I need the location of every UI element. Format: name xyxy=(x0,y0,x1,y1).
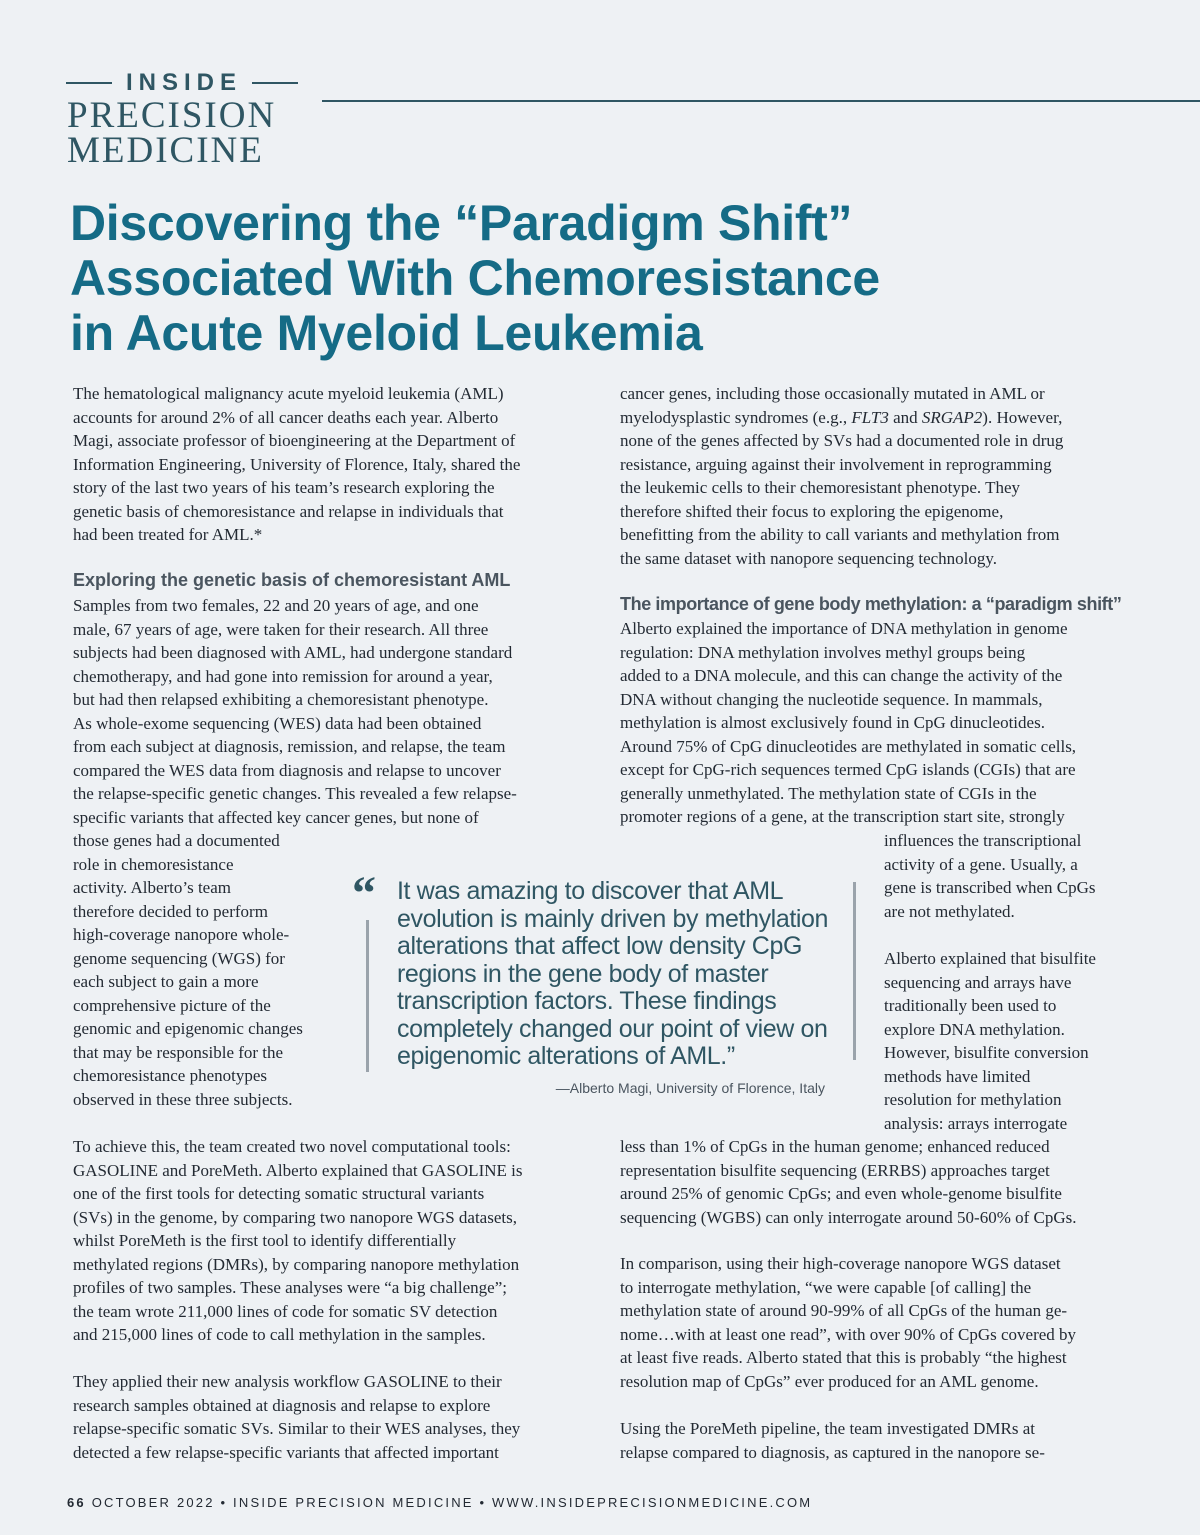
text-line: (SVs) in the genome, by comparing two nanopore WGS datasets, xyxy=(73,1207,517,1227)
text-line: activity of a gene. Usually, a xyxy=(884,854,1078,874)
text-line: each subject to gain a more xyxy=(73,972,259,991)
text-line: genetic basis of chemoresistance and relapse in individuals that xyxy=(73,501,504,521)
text-line: to interrogate methylation, “we were capable [of calling] the xyxy=(620,1277,1032,1297)
text-line: high-coverage nanopore whole- xyxy=(73,925,290,944)
text-line: GASOLINE and PoreMeth. Alberto explained that GASOLINE is xyxy=(73,1160,523,1180)
text-line: except for CpG-rich sequences termed CpG islands (CGIs) that are xyxy=(620,760,1076,779)
text-line: less than 1% of CpGs in the human genome; enhanced reduced xyxy=(620,1137,1050,1156)
intro-paragraph xyxy=(73,382,520,547)
comparison-paragraph xyxy=(620,1252,1076,1393)
text-line: chemotherapy, and had gone into remission for around a year, xyxy=(73,666,493,686)
text-line: cancer genes, including those occasionally mutated in AML or xyxy=(620,384,1045,403)
quote-line: transcription factors. These findings xyxy=(397,987,777,1015)
text-line: Alberto explained that bisulfite xyxy=(884,949,1096,968)
text-line: promoter regions of a gene, at the transcription start site, strongly xyxy=(620,807,1065,826)
text-line: the same dataset with nanopore sequencing technology. xyxy=(620,548,998,568)
methylation-paragraph-narrow xyxy=(884,829,1096,923)
text-line: influences the transcriptional xyxy=(884,831,1082,850)
text-line: sequencing and arrays have xyxy=(884,972,1072,992)
quote-mark-icon: “ xyxy=(352,867,376,920)
text-line: one of the first tools for detecting somatic structural variants xyxy=(73,1184,485,1203)
text-line: genome sequencing (WGS) for xyxy=(73,948,285,968)
quote-line: completely changed our point of view on xyxy=(397,1014,828,1043)
text-line: Using the PoreMeth pipeline, the team investigated DMRs at xyxy=(620,1419,1036,1438)
text-line: observed in these three subjects. xyxy=(73,1089,293,1109)
text-line: gene is transcribed when CpGs xyxy=(884,878,1096,897)
pull-quote-bar-right xyxy=(853,882,856,1060)
text-line: specific variants that affected key cancer genes, but none of xyxy=(73,807,479,827)
text-line: analysis: arrays interrogate xyxy=(884,1113,1068,1133)
text-line: had been treated for AML.* xyxy=(73,525,263,544)
pull-quote-attribution: —Alberto Magi, University of Florence, Italy xyxy=(555,1080,825,1096)
masthead-inside-row xyxy=(66,68,298,98)
text-line: resolution map of CpGs” ever produced for an AML genome. xyxy=(620,1371,1039,1391)
footer-text: OCTOBER 2022 • INSIDE PRECISION MEDICINE • WWW.INSIDEPRECISIONMEDICINE.COM xyxy=(91,1495,813,1510)
text-line: role in chemoresistance xyxy=(73,854,234,874)
quote-line: regions in the gene body of master xyxy=(397,959,769,988)
text-line: none of the genes affected by SVs had a documented role in drug xyxy=(620,431,1064,450)
bisulfite-paragraph-narrow xyxy=(884,947,1096,1135)
text-line: DNA without changing the nucleotide sequence. In mammals, xyxy=(620,689,1043,709)
quote-line: alterations that affect low density CpG xyxy=(397,932,802,960)
masthead-precision: PRECISION xyxy=(67,95,277,136)
masthead-logo xyxy=(66,68,298,171)
text-line: and 215,000 lines of code to call methylation in the samples. xyxy=(73,1325,486,1344)
text-line: benefitting from the ability to call variants and methylation from xyxy=(620,525,1060,544)
text-line: generally unmethylated. The methylation state of CGIs in the xyxy=(620,783,1037,803)
computational-tools-paragraph xyxy=(73,1135,522,1347)
text-line: sequencing (WGBS) can only interrogate around 50-60% of CpGs. xyxy=(620,1207,1077,1227)
text-line: myelodysplastic syndromes (e.g., FLT3 and SRGAP2). However, xyxy=(620,407,1063,427)
gasoline-paragraph xyxy=(73,1370,520,1464)
text-line: but had then relapsed exhibiting a chemoresistant phenotype. xyxy=(73,690,489,709)
text-line: profiles of two samples. These analyses were “a big challenge”; xyxy=(73,1278,507,1297)
headline-line: Discovering the “Paradigm Shift” xyxy=(70,195,853,251)
text-line: detected a few relapse-specific variants that affected important xyxy=(73,1442,499,1462)
text-line: whilst PoreMeth is the first tool to identify differentially xyxy=(73,1231,457,1250)
text-line: traditionally been used to xyxy=(884,996,1057,1015)
header-divider xyxy=(322,100,1200,102)
headline-line: Associated With Chemoresistance xyxy=(70,250,880,306)
text-line: methylation is almost exclusively found in CpG dinucleotides. xyxy=(620,713,1045,732)
text-line: explore DNA methylation. xyxy=(884,1019,1065,1039)
text-line: relapse-specific somatic SVs. Similar to their WES analyses, they xyxy=(73,1419,521,1438)
section-heading-genetic-basis: Exploring the genetic basis of chemoresistant AML xyxy=(73,570,511,590)
text-line: research samples obtained at diagnosis and relapse to explore xyxy=(73,1395,491,1415)
poremeth-paragraph xyxy=(620,1417,1045,1464)
methylation-paragraph xyxy=(620,617,1076,829)
text-line: Around 75% of CpG dinucleotides are methylated in somatic cells, xyxy=(620,736,1077,756)
text-line: story of the last two years of his team’s research exploring the xyxy=(73,478,495,497)
text-line: the team wrote 211,000 lines of code for somatic SV detection xyxy=(73,1301,498,1321)
masthead-inside-word: INSIDE xyxy=(126,69,243,96)
text-line: the relapse-specific genetic changes. This revealed a few relapse- xyxy=(73,784,517,803)
bisulfite-paragraph-wide xyxy=(620,1135,1077,1229)
text-line: Samples from two females, 22 and 20 years of age, and one xyxy=(73,596,479,615)
page-number: 66 xyxy=(67,1495,86,1510)
text-line: added to a DNA molecule, and this can change the activity of the xyxy=(620,666,1063,685)
pull-quote-text xyxy=(397,878,828,1071)
text-line: at least five reads. Alberto stated that this is probably “the highest xyxy=(620,1348,1067,1367)
text-line: In comparison, using their high-coverage nanopore WGS dataset xyxy=(620,1254,1061,1273)
text-line: representation bisulfite sequencing (ERRBS) approaches target xyxy=(620,1160,1050,1180)
text-line: resistance, arguing against their involvement in reprogramming xyxy=(620,454,1052,474)
text-line: are not methylated. xyxy=(884,901,1015,921)
quote-line: It was amazing to discover that AML xyxy=(397,877,784,905)
pull-quote xyxy=(352,867,862,1100)
masthead-rule-left xyxy=(66,82,112,84)
text-line: Alberto explained the importance of DNA methylation in genome xyxy=(620,619,1068,638)
text-line: therefore shifted their focus to exploring the epigenome, xyxy=(620,501,1004,521)
masthead-rule-right xyxy=(252,82,298,84)
text-line: comprehensive picture of the xyxy=(73,995,271,1015)
text-line: To achieve this, the team created two novel computational tools: xyxy=(73,1137,511,1156)
text-line: compared the WES data from diagnosis and relapse to uncover xyxy=(73,760,501,780)
text-line: Information Engineering, University of Florence, Italy, shared the xyxy=(73,454,521,474)
text-line: Magi, associate professor of bioengineering at the Department of xyxy=(73,431,516,450)
quote-line: epigenomic alterations of AML.” xyxy=(397,1042,735,1070)
page-footer xyxy=(67,1495,812,1510)
text-line: They applied their new analysis workflow GASOLINE to their xyxy=(73,1372,502,1391)
continued-paragraph xyxy=(620,382,1063,570)
text-line: accounts for around 2% of all cancer deaths each year. Alberto xyxy=(73,407,499,427)
text-line: methylation state of around 90-99% of all CpGs of the human ge- xyxy=(620,1301,1068,1320)
text-line: regulation: DNA methylation involves methyl groups being xyxy=(620,642,1026,662)
text-line: those genes had a documented xyxy=(73,831,280,850)
section-heading-gene-body-methylation: The importance of gene body methylation: a “paradigm shift” xyxy=(620,594,1122,614)
text-line: As whole-exome sequencing (WES) data had been obtained xyxy=(73,713,482,733)
text-line: activity. Alberto’s team xyxy=(73,878,231,897)
text-line: therefore decided to perform xyxy=(73,901,268,921)
text-line: from each subject at diagnosis, remission, and relapse, the team xyxy=(73,737,506,756)
text-line: male, 67 years of age, were taken for their research. All three xyxy=(73,619,489,639)
masthead-medicine: MEDICINE xyxy=(67,130,264,171)
pull-quote-bar-left xyxy=(366,920,369,1072)
text-line: resolution for methylation xyxy=(884,1090,1062,1109)
text-line: methods have limited xyxy=(884,1066,1031,1086)
text-line: nome…with at least one read”, with over 90% of CpGs covered by xyxy=(620,1324,1077,1344)
quote-line: evolution is mainly driven by methylation xyxy=(397,904,829,933)
text-line: methylated regions (DMRs), by comparing nanopore methylation xyxy=(73,1254,520,1274)
headline-line: in Acute Myeloid Leukemia xyxy=(70,305,703,361)
article-headline xyxy=(70,196,1030,361)
text-line: The hematological malignancy acute myeloid leukemia (AML) xyxy=(73,384,504,403)
text-line: the leukemic cells to their chemoresistant phenotype. They xyxy=(620,478,1021,497)
text-line: relapse compared to diagnosis, as captured in the nanopore se- xyxy=(620,1442,1045,1462)
text-line: subjects had been diagnosed with AML, had undergone standard xyxy=(73,643,513,662)
text-line: that may be responsible for the xyxy=(73,1042,284,1062)
text-line: around 25% of genomic CpGs; and even whole-genome bisulfite xyxy=(620,1184,1062,1203)
text-line: chemoresistance phenotypes xyxy=(73,1066,268,1085)
text-line: genomic and epigenomic changes xyxy=(73,1019,303,1038)
text-line: However, bisulfite conversion xyxy=(884,1043,1089,1062)
